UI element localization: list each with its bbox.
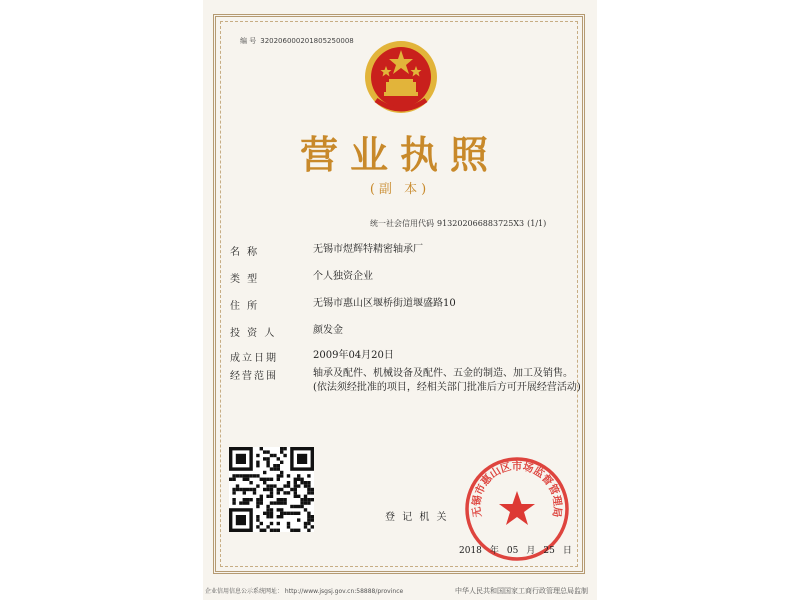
serial-value: 320206000201805250008 [260,37,354,45]
issue-month: 05 [506,546,519,556]
footer-issuer: 中华人民共和国国家工商行政管理总局监制 [455,587,588,595]
field-address-label: 住 所 [230,301,260,312]
credit-code-page: (1/1) [527,219,547,228]
registration-authority: 登 记 机 关 [385,512,449,523]
serial-number [240,36,354,46]
issue-year-unit: 年 [489,546,499,556]
credit-code-value: 913202066883725X3 [437,219,525,228]
seal-text: 无锡市惠山区市场监督管理局 [470,460,564,518]
credit-code-label: 统一社会信用代码 [370,219,434,228]
national-emblem-icon [362,38,440,116]
license-subtitle: (副 本) [369,182,431,197]
field-scope-label: 经营范围 [230,371,278,382]
issue-date [455,543,576,556]
field-established-value: 2009年04月20日 [313,350,394,361]
issue-day-unit: 日 [562,546,572,556]
field-type-label: 类 型 [230,274,260,285]
field-name-value: 无锡市煜辉特精密轴承厂 [313,244,423,255]
field-name-label: 名 称 [230,247,260,258]
issue-day: 25 [543,546,555,556]
field-investor-value: 颜发金 [313,325,343,336]
field-investor-label: 投 资 人 [230,328,277,339]
field-established-label: 成立日期 [230,353,278,364]
field-address-value: 无锡市惠山区堰桥街道堰盛路10 [313,298,456,309]
issue-month-unit: 月 [526,546,536,556]
footer-website: 企业信用信息公示系统网址： http://www.jsgsj.gov.cn:58888/province [205,588,404,595]
serial-label: 编 号 [240,37,257,45]
field-type-value: 个人独资企业 [313,271,373,282]
issue-year: 2018 [459,546,482,556]
credit-code [370,218,549,229]
license-title: 营业执照 [299,132,500,177]
qr-code-icon [229,447,314,532]
field-scope-value: 轴承及配件、机械设备及配件、五金的制造、加工及销售。(依法须经批准的项目，经相关部门批准后方可开展经营活动) [313,368,581,393]
